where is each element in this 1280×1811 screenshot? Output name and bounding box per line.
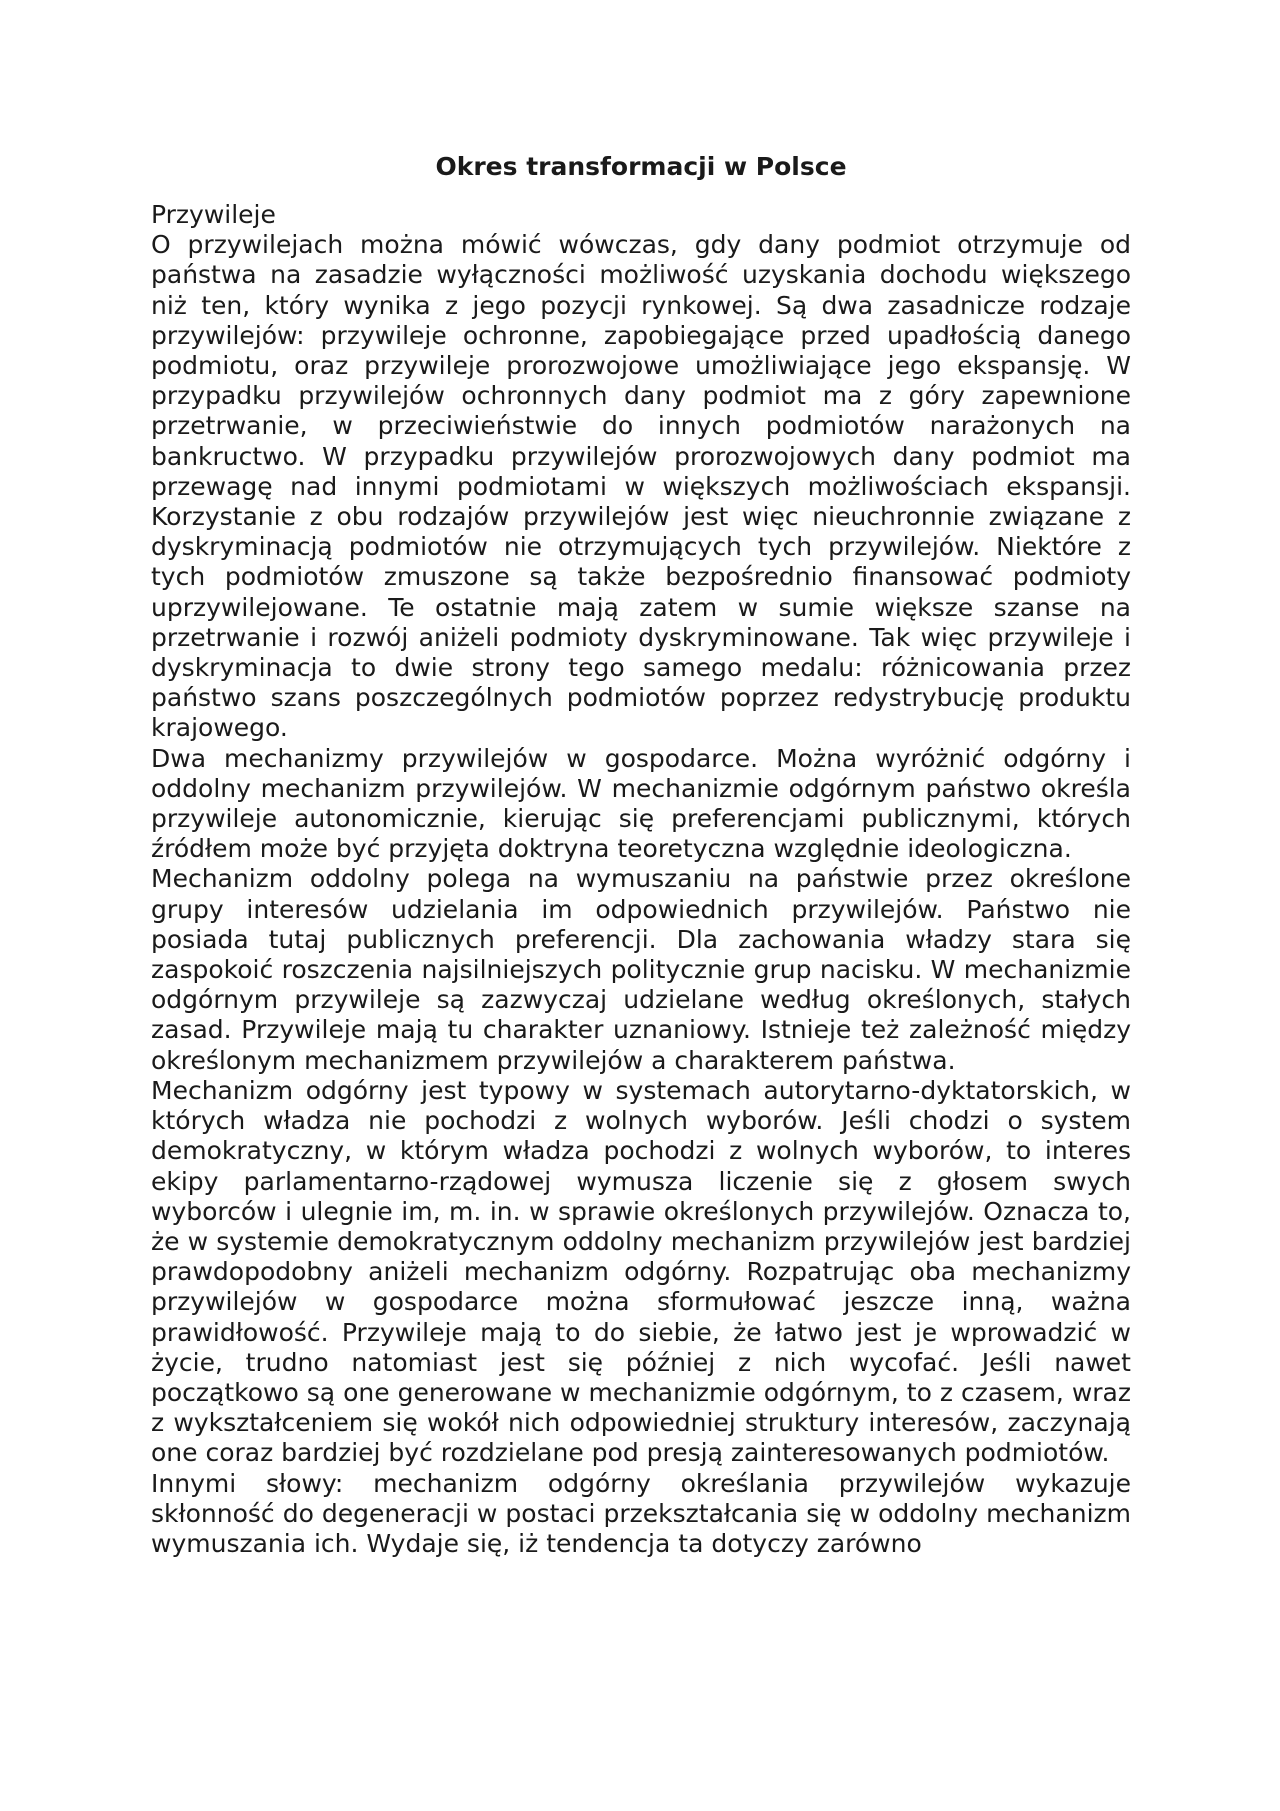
document-title: Okres transformacji w Polsce — [435, 152, 847, 181]
paragraph: Dwa mechanizmy przywilejów w gospodarce. Można wyróżnić odgórny i oddolny mechanizm przywilejów. W mechanizmie odgórnym państwo określa przywileje autonomicznie, kierując się preferencjami publicznymi, których źródłem może być przyjęta doktryna teoretyczna względnie ideologiczna. — [151, 743, 1131, 864]
paragraph: O przywilejach można mówić wówczas, gdy dany podmiot otrzymuje od państwa na zasadzie wyłączności możliwość uzyskania dochodu większego niż ten, który wynika z jego pozycji rynkowej. Są dwa zasadnicze rodzaje przywilejów: przywileje ochronne, zapobiegające przed upadłością danego podmiotu, oraz przywileje prorozwojowe umożliwiające jego ekspansję. W przypadku przywilejów ochronnych dany podmiot ma z góry zapewnione przetrwanie, w przeciwieństwie do innych podmiotów narażonych na bankructwo. W przypadku przywilejów prorozwojowych dany podmiot ma przewagę nad innymi podmiotami w większych możliwościach ekspansji. Korzystanie z obu rodzajów przywilejów jest więc nieuchronnie związane z dyskryminacją podmiotów nie otrzymujących tych przywilejów. Niektóre z tych podmiotów zmuszone są także bezpośrednio finansować podmioty uprzywilejowane. Te ostatnie mają zatem w sumie większe szanse na przetrwanie i rozwój aniżeli podmioty dyskryminowane. Tak więc przywileje i dyskryminacja to dwie strony tego samego medalu: różnicowania przez państwo szans poszczególnych podmiotów poprzez redystrybucję produktu krajowego. — [151, 230, 1131, 743]
paragraph: Mechanizm oddolny polega na wymuszaniu na państwie przez określone grupy interesów udzielania im odpowiednich przywilejów. Państwo nie posiada tutaj publicznych preferencji. Dla zachowania władzy stara się zaspokoić roszczenia najsilniejszych politycznie grup nacisku. W mechanizmie odgórnym przywileje są zazwyczaj udzielane według określonych, stałych zasad. Przywileje mają tu charakter uznaniowy. Istnieje też zależność między określonym mechanizmem przywilejów a charakterem państwa. — [151, 864, 1131, 1075]
paragraph: Innymi słowy: mechanizm odgórny określania przywilejów wykazuje skłonność do degeneracji w postaci przekształcania się w oddolny mechanizm wymuszania ich. Wydaje się, iż tendencja ta dotyczy zarówno — [151, 1468, 1131, 1558]
document-page — [151, 140, 1131, 1559]
section-heading: Przywileje — [151, 200, 276, 229]
paragraph: Mechanizm odgórny jest typowy w systemach autorytarno-dyktatorskich, w których władza nie pochodzi z wolnych wyborów. Jeśli chodzi o system demokratyczny, w którym władza pochodzi z wolnych wyborów, to interes ekipy parlamentarno-rządowej wymusza liczenie się z głosem swych wyborców i ulegnie im, m. in. w sprawie określonych przywilejów. Oznacza to, że w systemie demokratycznym oddolny mechanizm przywilejów jest bardziej prawdopodobny aniżeli mechanizm odgórny. Rozpatrując oba mechanizmy przywilejów w gospodarce można sformułować jeszcze inną, ważna prawidłowość. Przywileje mają to do siebie, że łatwo jest je wprowadzić w życie, trudno natomiast jest się później z nich wycofać. Jeśli nawet początkowo są one generowane w mechanizmie odgórnym, to z czasem, wraz z wykształceniem się wokół nich odpowiedniej struktury interesów, zaczynają one coraz bardziej być rozdzielane pod presją zainteresowanych podmiotów. — [151, 1075, 1131, 1468]
